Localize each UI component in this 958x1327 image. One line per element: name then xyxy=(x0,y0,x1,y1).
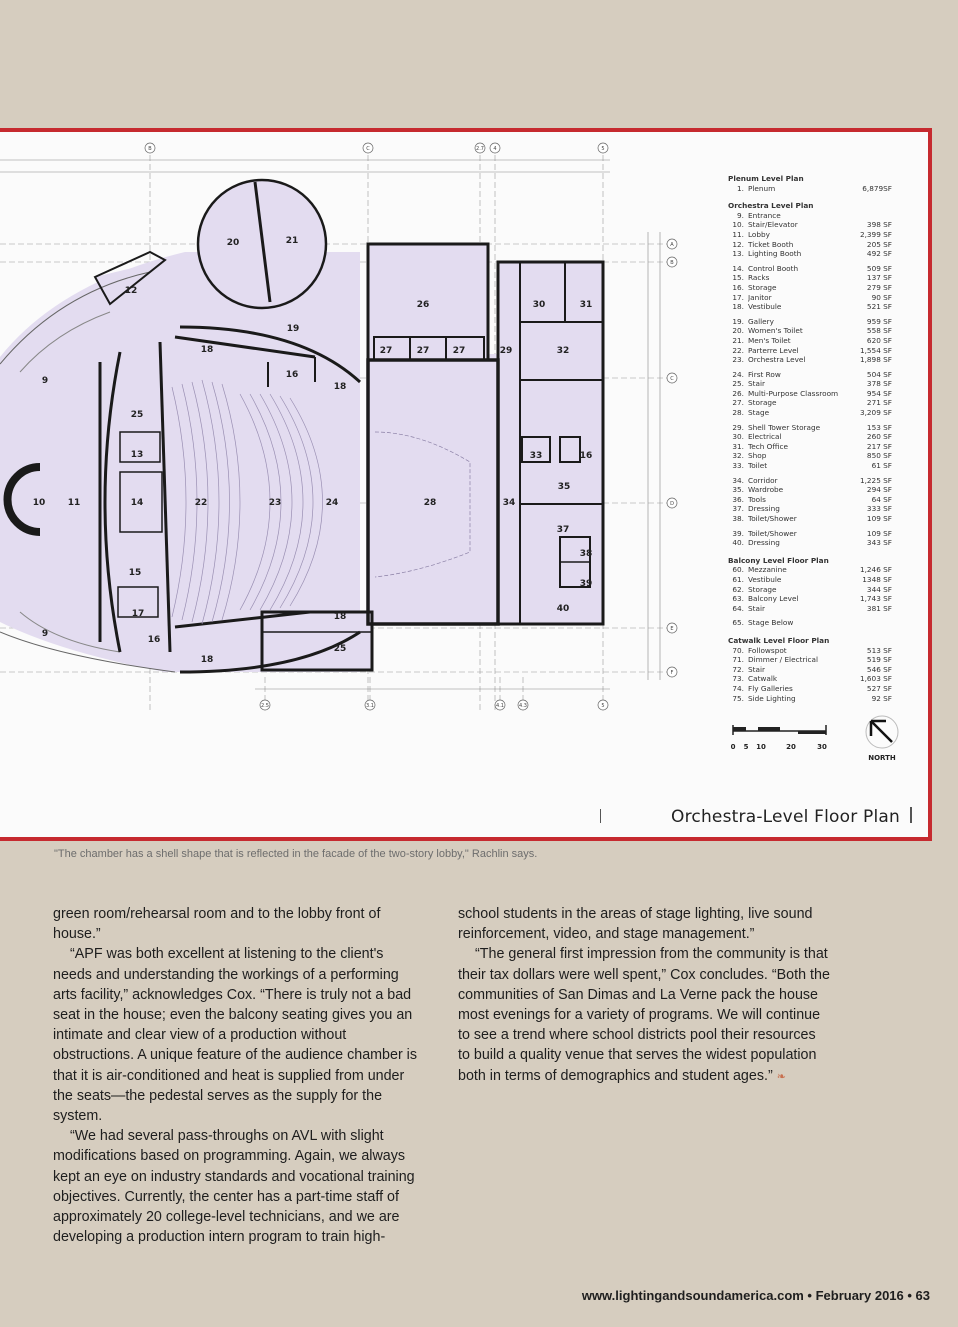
room-label: 27 xyxy=(452,346,466,356)
legend-row xyxy=(728,389,892,399)
legend-room-name: Wardrobe xyxy=(748,485,784,495)
legend-row xyxy=(728,504,892,514)
legend-number: 9. xyxy=(737,210,744,220)
legend-row xyxy=(728,604,892,614)
legend-room-name: Fly Galleries xyxy=(748,683,793,693)
legend-room-name: Control Booth xyxy=(748,263,799,273)
legend-number: 29. xyxy=(732,422,744,432)
legend-row xyxy=(728,273,892,283)
grid-label-right: D xyxy=(670,501,674,507)
legend-room-name: Orchestra Level xyxy=(748,355,806,365)
legend-number: 11. xyxy=(732,229,744,239)
grid-label-top: 5 xyxy=(601,146,605,152)
legend-row xyxy=(728,694,892,704)
room-label: 10 xyxy=(32,498,46,508)
legend-number: 37. xyxy=(732,504,744,514)
grid-label-bottom: 4.3 xyxy=(519,703,527,709)
floor-plan-figure xyxy=(0,128,932,841)
legend-row xyxy=(728,326,892,336)
grid-label-right: E xyxy=(670,626,674,632)
legend-heading: Balcony Level Floor Plan xyxy=(728,555,829,565)
north-arrow-icon xyxy=(860,714,904,764)
room-label: 34 xyxy=(502,498,516,508)
legend-area: 2,399 SF xyxy=(859,229,892,239)
legend-number: 36. xyxy=(732,494,744,504)
room-label: 16 xyxy=(147,635,161,645)
title-divider xyxy=(600,809,601,823)
legend-area: 260 SF xyxy=(866,432,892,442)
legend-room-name: Multi-Purpose Classroom xyxy=(748,388,839,398)
room-label: 33 xyxy=(529,451,543,461)
legend-row xyxy=(728,302,892,312)
legend-area: 109 SF xyxy=(866,514,892,523)
legend-room-name: Lobby xyxy=(748,229,770,239)
legend-number: 22. xyxy=(732,345,744,355)
legend-number: 33. xyxy=(732,461,744,471)
legend-area: 509 SF xyxy=(866,263,892,273)
legend-number: 72. xyxy=(732,664,744,674)
room-label: 24 xyxy=(325,498,339,508)
room-label: 27 xyxy=(416,346,430,356)
legend-row xyxy=(728,646,892,656)
room-label: 19 xyxy=(286,324,300,334)
room-label: 18 xyxy=(333,612,347,622)
legend-number: 38. xyxy=(732,514,744,523)
room-label: 26 xyxy=(416,300,430,310)
legend-row xyxy=(728,230,892,240)
legend-heading: Plenum Level Plan xyxy=(728,174,804,183)
legend-row xyxy=(728,240,892,250)
legend-room-name: Corridor xyxy=(748,475,778,485)
legend-area: 64 SF xyxy=(871,494,892,504)
article-column-left xyxy=(53,904,425,1247)
legend-room-name: Stair/Elevator xyxy=(748,220,798,230)
legend-room-name: Tools xyxy=(748,494,766,504)
legend-number: 21. xyxy=(732,335,744,345)
grid-label-top: 2.7 xyxy=(476,146,484,152)
legend-row xyxy=(728,538,892,548)
legend-row xyxy=(728,495,892,505)
room-label: 16 xyxy=(579,451,593,461)
legend-area xyxy=(858,211,892,221)
legend-area: 109 SF xyxy=(866,528,892,538)
legend-room-name: Mezzanine xyxy=(748,565,787,575)
legend-number: 35. xyxy=(732,485,744,495)
room-label: 28 xyxy=(423,498,437,508)
grid-label-bottom: 4.1 xyxy=(496,703,504,709)
legend-area: 153 SF xyxy=(866,422,892,432)
legend-number: 20. xyxy=(732,326,744,336)
room-label: 25 xyxy=(333,644,347,654)
legend-row xyxy=(728,423,892,433)
grid-label-top: B xyxy=(148,146,152,152)
legend-area: 519 SF xyxy=(866,655,892,665)
legend-area: 217 SF xyxy=(866,441,892,451)
legend-area: 294 SF xyxy=(866,485,892,495)
legend-area: 504 SF xyxy=(866,369,892,379)
legend-number: 12. xyxy=(732,239,744,249)
legend-number: 70. xyxy=(732,645,744,655)
legend-room-name: Side Lighting xyxy=(748,693,796,703)
legend-number: 27. xyxy=(732,398,744,408)
legend-room-name: Storage xyxy=(748,398,777,408)
grid-label-right: B xyxy=(670,260,674,266)
legend-row xyxy=(728,684,892,694)
legend-row xyxy=(728,355,892,365)
legend-room-name: Women's Toilet xyxy=(748,326,803,336)
legend-area: 850 SF xyxy=(866,451,892,461)
legend-number: 60. xyxy=(732,565,744,575)
grid-label-bottom: 2.5 xyxy=(261,703,269,709)
legend-room-name: Gallery xyxy=(748,316,774,326)
article-paragraph: green room/rehearsal room and to the lobby front of house.” xyxy=(53,906,381,943)
room-label: 29 xyxy=(499,346,513,356)
grid-label-bottom: 5 xyxy=(601,703,605,709)
room-label: 18 xyxy=(200,655,214,665)
room-label: 11 xyxy=(67,498,81,508)
scale-bar xyxy=(728,717,838,757)
legend-number: 74. xyxy=(732,683,744,693)
legend-number: 15. xyxy=(732,273,744,283)
legend-number: 19. xyxy=(732,316,744,326)
legend-number: 75. xyxy=(732,693,744,703)
legend-number: 62. xyxy=(732,584,744,594)
legend-room-name: Entrance xyxy=(748,210,781,220)
end-mark-icon: ❧ xyxy=(776,1070,786,1083)
legend-number: 39. xyxy=(732,528,744,538)
legend-number: 71. xyxy=(732,655,744,665)
legend-area: 279 SF xyxy=(866,282,892,292)
legend-number: 64. xyxy=(732,603,744,613)
legend-area: 959 SF xyxy=(866,316,892,326)
grid-label-top: C xyxy=(366,146,370,152)
legend-number: 34. xyxy=(732,475,744,485)
grid-label-top: 4 xyxy=(493,146,497,152)
room-label: 31 xyxy=(579,300,593,310)
legend-number: 18. xyxy=(732,302,744,312)
room-label: 40 xyxy=(556,604,570,614)
legend-row xyxy=(728,529,892,539)
legend-area: 558 SF xyxy=(866,326,892,336)
legend-number: 28. xyxy=(732,408,744,418)
legend-number: 61. xyxy=(732,574,744,584)
legend-room-name: Stair xyxy=(748,379,765,389)
legend-row xyxy=(728,485,892,495)
legend-row xyxy=(728,442,892,452)
legend-row xyxy=(728,476,892,486)
room-label: 39 xyxy=(579,579,593,589)
legend-room-name: Stair xyxy=(748,664,765,674)
legend-row xyxy=(728,674,892,684)
legend-area: 1,603 SF xyxy=(859,674,892,684)
legend-room-name: Toilet/Shower xyxy=(748,528,797,538)
room-label: 13 xyxy=(130,450,144,460)
room-label: 16 xyxy=(285,370,299,380)
legend-room-name: Storage xyxy=(748,282,777,292)
legend-row xyxy=(728,379,892,389)
legend-row xyxy=(728,565,892,575)
legend-number: 65. xyxy=(732,618,744,628)
legend-number: 24. xyxy=(732,369,744,379)
legend-row xyxy=(728,665,892,675)
article-paragraph-text: “The general first impression from the community is that their tax dollars were well spent,” Cox concludes. “Both the communities of San Dimas and La Verne pack the house most evenings for a variety of programs. We will continue to see a trend where school districts pool their resources to build a quality venue that serves the widest population both in terms of demographics and student ages.” xyxy=(458,946,830,1084)
grid-label-right: A xyxy=(670,242,674,248)
legend-heading: Catwalk Level Floor Plan xyxy=(728,635,830,645)
legend-area: 61 SF xyxy=(871,461,892,471)
legend-number: 13. xyxy=(732,249,744,259)
room-label: 32 xyxy=(556,346,570,356)
grid-label-bottom: 3.1 xyxy=(366,703,374,709)
legend-area: 92 SF xyxy=(871,693,892,703)
legend-number: 30. xyxy=(732,432,744,442)
room-label: 14 xyxy=(130,498,144,508)
room-label: 30 xyxy=(532,300,546,310)
legend-room-name: Shop xyxy=(748,451,767,461)
legend-room-name: Shell Tower Storage xyxy=(748,422,821,432)
legend-row xyxy=(728,370,892,380)
room-label: 38 xyxy=(579,549,593,559)
scale-label: 5 xyxy=(743,743,749,751)
legend-room-name: Parterre Level xyxy=(748,345,799,355)
legend-room-name: Stage Below xyxy=(748,618,794,628)
legend-number: 14. xyxy=(732,263,744,273)
legend-number: 26. xyxy=(732,388,744,398)
legend-row xyxy=(728,317,892,327)
room-label: 12 xyxy=(124,286,138,296)
legend-room-name: Toilet/Shower xyxy=(748,514,797,523)
legend-room-name: Janitor xyxy=(748,292,772,302)
room-label: 21 xyxy=(285,236,299,246)
legend-room-name: Dimmer / Electrical xyxy=(748,655,818,665)
legend-room-name: Vestibule xyxy=(748,302,782,312)
room-label: 15 xyxy=(128,568,142,578)
legend-area xyxy=(858,618,892,628)
room-label: 22 xyxy=(194,498,208,508)
legend-room-name: Lighting Booth xyxy=(748,249,802,259)
room-label: 20 xyxy=(226,238,240,248)
legend-room-name: Men's Toilet xyxy=(748,335,791,345)
legend-area: 333 SF xyxy=(866,504,892,514)
legend-area: 90 SF xyxy=(871,292,892,302)
legend-area: 398 SF xyxy=(866,220,892,230)
legend-area: 378 SF xyxy=(866,379,892,389)
legend-row xyxy=(728,346,892,356)
legend-number: 1. xyxy=(737,183,744,193)
legend-row xyxy=(728,585,892,595)
legend-row xyxy=(728,655,892,665)
legend-heading: Orchestra Level Plan xyxy=(728,201,814,211)
legend-room-name: Plenum xyxy=(748,183,776,193)
room-label: 18 xyxy=(200,345,214,355)
grid-label-right: C xyxy=(670,376,674,382)
legend-row xyxy=(728,514,892,524)
room-label: 9 xyxy=(41,376,49,386)
legend-row xyxy=(728,249,892,259)
room-label: 17 xyxy=(131,609,145,619)
legend-area: 620 SF xyxy=(866,335,892,345)
legend-area: 343 SF xyxy=(866,538,892,548)
legend-room-name: First Row xyxy=(748,369,781,379)
legend-room-name: Stair xyxy=(748,603,765,613)
article-paragraph xyxy=(458,944,830,1086)
legend-row xyxy=(728,293,892,303)
legend-room-name: Racks xyxy=(748,273,770,283)
legend-row xyxy=(728,451,892,461)
article-paragraph: school students in the areas of stage lighting, live sound reinforcement, video, and stage management.” xyxy=(458,906,813,943)
legend-area: 205 SF xyxy=(866,239,892,249)
room-fills xyxy=(0,180,603,672)
room-label: 23 xyxy=(268,498,282,508)
legend-row xyxy=(728,184,892,194)
room-label: 27 xyxy=(379,346,393,356)
legend-row xyxy=(728,461,892,471)
legend-area: 1,225 SF xyxy=(859,475,892,485)
north-label: NORTH xyxy=(868,754,896,762)
legend-row xyxy=(728,336,892,346)
legend-area: 1,554 SF xyxy=(859,345,892,355)
legend-room-name: Followspot xyxy=(748,645,787,655)
legend-room-name: Ticket Booth xyxy=(748,239,794,249)
legend-area: 513 SF xyxy=(866,645,892,655)
legend-area: 1,898 SF xyxy=(859,355,892,365)
legend-area: 1,246 SF xyxy=(859,565,892,575)
legend-number: 25. xyxy=(732,379,744,389)
floor-plan-drawing xyxy=(0,132,724,837)
legend-number: 40. xyxy=(732,538,744,548)
room-legend xyxy=(728,174,892,703)
legend-room-name: Storage xyxy=(748,584,777,594)
legend-row xyxy=(728,594,892,604)
room-label: 18 xyxy=(333,382,347,392)
room-label: 35 xyxy=(557,482,571,492)
legend-room-name: Toilet xyxy=(748,461,768,471)
article-paragraph: “We had several pass-throughs on AVL with slight modifications based on programming. Again, we always kept an eye on industry standards and vocational training objectives. Currently, the center has a part-time staff of approximately 20 college-level technicians, and we are developing a production intern program to train high- xyxy=(53,1128,415,1246)
legend-row xyxy=(728,618,892,628)
figure-caption: "The chamber has a shell shape that is reflected in the facade of the two-story lobby," Rachlin says. xyxy=(54,848,538,860)
legend-row xyxy=(728,264,892,274)
legend-area: 954 SF xyxy=(866,388,892,398)
page-footer: www.lightingandsoundamerica.com • February 2016 • 63 xyxy=(581,1288,930,1303)
legend-area: 1348 SF xyxy=(862,574,892,584)
scale-label: 20 xyxy=(786,743,796,751)
legend-area: 137 SF xyxy=(866,273,892,283)
legend-number: 32. xyxy=(732,451,744,461)
legend-area: 3,209 SF xyxy=(859,408,892,418)
legend-room-name: Catwalk xyxy=(748,674,778,684)
legend-room-name: Dressing xyxy=(748,538,780,548)
legend-row xyxy=(728,408,892,418)
room-label: 25 xyxy=(130,410,144,420)
legend-number: 23. xyxy=(732,355,744,365)
grid-label-right: F xyxy=(670,670,674,676)
legend-area: 271 SF xyxy=(866,398,892,408)
floor-plan-title: Orchestra-Level Floor Plan xyxy=(671,807,900,827)
legend-number: 31. xyxy=(732,441,744,451)
legend-row xyxy=(728,211,892,221)
legend-room-name: Tech Office xyxy=(748,441,788,451)
legend-row xyxy=(728,220,892,230)
room-label: 37 xyxy=(556,525,570,535)
legend-room-name: Vestibule xyxy=(748,574,782,584)
scale-label: 30 xyxy=(817,743,827,751)
legend-area: 492 SF xyxy=(866,249,892,259)
legend-area: 527 SF xyxy=(866,683,892,693)
room-label: 9 xyxy=(41,629,49,639)
legend-area: 6,879SF xyxy=(862,183,892,193)
legend-number: 17. xyxy=(732,292,744,302)
legend-row xyxy=(728,283,892,293)
legend-area: 1,743 SF xyxy=(859,594,892,604)
legend-row xyxy=(728,398,892,408)
legend-row xyxy=(728,432,892,442)
legend-room-name: Balcony Level xyxy=(748,594,799,604)
scale-label: 0 xyxy=(730,743,736,751)
legend-number: 10. xyxy=(732,220,744,230)
article-paragraph: “APF was both excellent at listening to the client's needs and understanding the workings of a performing arts facility,” acknowledges Cox. “There is truly not a bad seat in the house; even the balcony seating gives you an intimate and clear view of a production without obstructions. A unique feature of the audience chamber is that it is air-conditioned and heat is supplied from under the seats—the pedestal serves as the supply for the system. xyxy=(53,946,418,1125)
article-column-right xyxy=(458,904,830,1087)
legend-area: 344 SF xyxy=(866,584,892,594)
legend-row xyxy=(728,575,892,585)
legend-area: 546 SF xyxy=(866,664,892,674)
scale-label: 10 xyxy=(756,743,766,751)
legend-room-name: Stage xyxy=(748,408,770,418)
legend-area: 381 SF xyxy=(866,603,892,613)
title-divider xyxy=(910,807,912,823)
legend-number: 73. xyxy=(732,674,744,684)
legend-area: 521 SF xyxy=(866,302,892,312)
legend-room-name: Dressing xyxy=(748,504,780,514)
legend-number: 63. xyxy=(732,594,744,604)
legend-room-name: Electrical xyxy=(748,432,782,442)
legend-number: 16. xyxy=(732,282,744,292)
